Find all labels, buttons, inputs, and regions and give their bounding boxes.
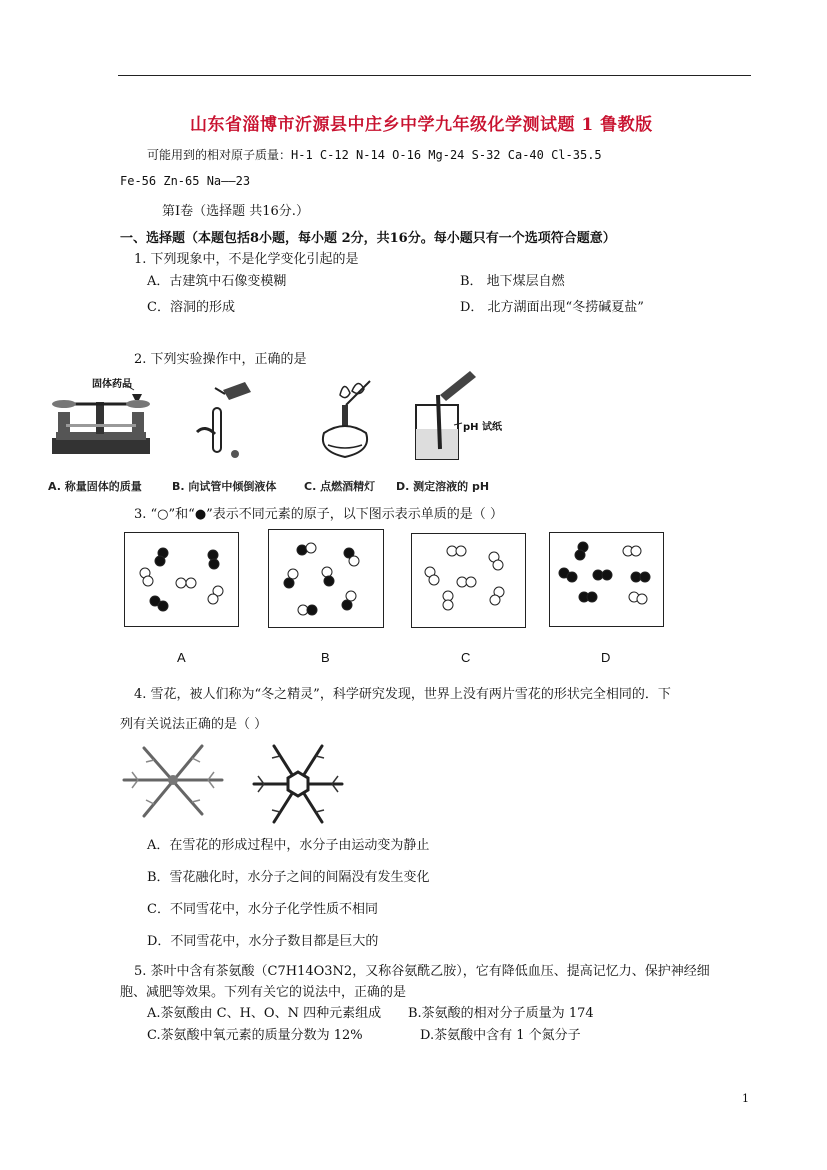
q5-option-b: B.茶氨酸的相对分子质量为 174	[408, 1006, 594, 1021]
q3-label-d: D	[601, 650, 611, 665]
molecule-box-a	[124, 532, 239, 627]
q4-option-d: D．不同雪花中，水分子数目都是巨大的	[147, 934, 379, 949]
q5-stem-line-1: 5. 茶叶中含有茶氨酸（C7H14O3N2，又称谷氨酰乙胺），它有降低血压、提高记忆力、保护神经细	[134, 964, 710, 979]
q4-option-b: B．雪花融化时，水分子之间的间隔没有发生变化	[147, 870, 430, 885]
q1-option-a: A．古建筑中石像变模糊	[147, 274, 287, 289]
q5-option-a: A.茶氨酸由 C、H、O、N 四种元素组成	[147, 1006, 382, 1021]
q1-stem: 1. 下列现象中，不是化学变化引起的是	[134, 252, 359, 267]
document-title: 山东省淄博市沂源县中庄乡中学九年级化学测试题 1 鲁教版	[190, 115, 653, 135]
q4-stem-line-1: 4. 雪花，被人们称为“冬之精灵”，科学研究发现，世界上没有两片雪花的形状完全相同的．下	[134, 687, 671, 702]
q2-caption-d: D. 测定溶液的 pH	[396, 480, 490, 493]
q1-option-d: D． 北方湖面出现“冬捞碱夏盐”	[460, 300, 644, 315]
molecule-box-b	[268, 529, 384, 628]
q3-stem: 3. “○”和“●”表示不同元素的原子，以下图示表示单质的是（ ）	[134, 507, 503, 522]
q2-stem: 2. 下列实验操作中，正确的是	[134, 352, 307, 367]
page-number: 1	[742, 1092, 749, 1105]
q2-caption-b: B. 向试管中倾倒液体	[172, 480, 277, 493]
atomic-mass-line-1: 可能用到的相对原子质量：H-1 C-12 N-14 O-16 Mg-24 S-32 Ca-40 Cl-35.5	[147, 148, 602, 162]
q3-label-b: B	[321, 650, 330, 665]
q3-label-a: A	[177, 650, 186, 665]
q2-caption-c: C. 点燃酒精灯	[304, 480, 376, 493]
alcohol-lamp-illustration	[310, 375, 380, 470]
snowflake-2-illustration	[248, 740, 348, 828]
molecule-box-d	[549, 532, 664, 627]
part-heading: 一、选择题（本题包括8小题，每小题 2分，共16分。每小题只有一个选项符合题意）	[120, 231, 616, 246]
q3-label-c: C	[461, 650, 471, 665]
label-ph-paper: pH 试纸	[463, 422, 503, 433]
snowflake-1-illustration	[118, 740, 228, 822]
header-rule	[118, 75, 751, 76]
q2-caption-a: A. 称量固体的质量	[48, 480, 142, 493]
q1-option-b: B． 地下煤层自燃	[460, 274, 565, 289]
section-title: 第Ⅰ卷（选择题 共16分.）	[162, 204, 309, 219]
q5-option-d: D.茶氨酸中含有 1 个氮分子	[420, 1028, 581, 1043]
atomic-mass-line-2: Fe-56 Zn-65 Na——23	[120, 174, 251, 188]
q4-option-a: A．在雪花的形成过程中，水分子由运动变为静止	[147, 838, 430, 853]
molecule-box-c	[411, 533, 526, 628]
test-tube-pouring-illustration	[193, 378, 263, 468]
q4-stem-line-2: 列有关说法正确的是（ ）	[120, 717, 268, 732]
q5-option-c: C.茶氨酸中氧元素的质量分数为 12%	[147, 1028, 363, 1043]
q5-stem-line-2: 胞、减肥等效果。下列有关它的说法中，正确的是	[120, 985, 407, 1000]
label-solid-reagent: 固体药品	[92, 379, 132, 390]
q4-option-c: C．不同雪花中，水分子化学性质不相同	[147, 902, 378, 917]
q1-option-c: C．溶洞的形成	[147, 300, 235, 315]
